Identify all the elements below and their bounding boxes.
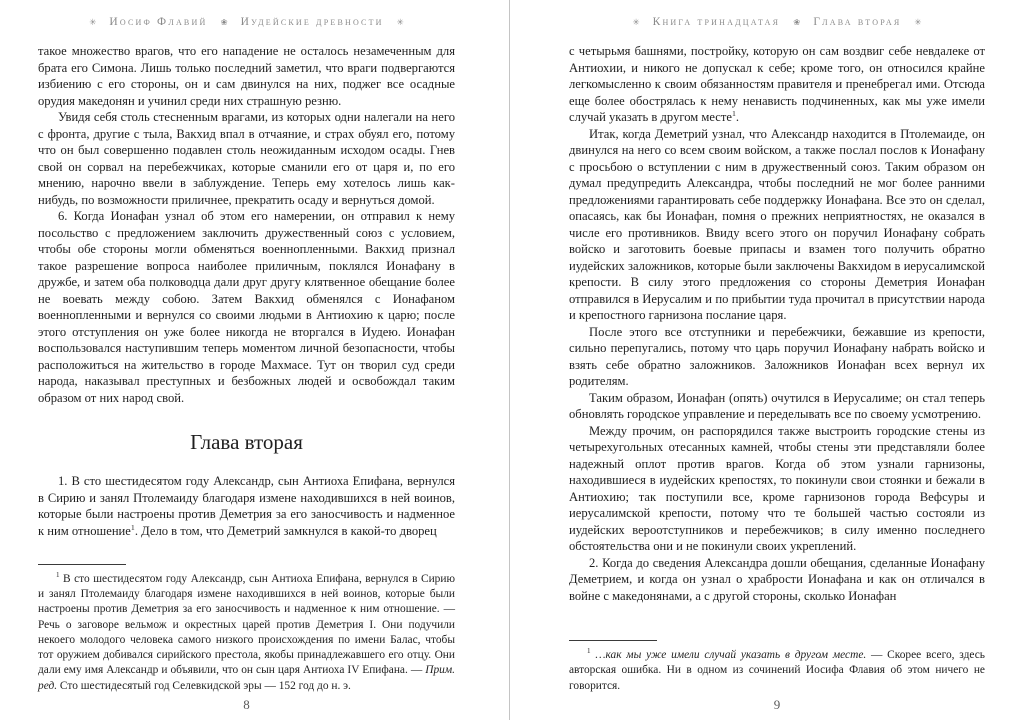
- text-run: …как мы уже имели случай указать в другом месте.: [595, 649, 867, 662]
- asterisk-ornament-icon: ✳: [632, 16, 640, 27]
- footnote-marker: 1: [587, 647, 591, 656]
- paragraph: [38, 109, 455, 208]
- text-run: 6. Когда Ионафан узнал об этом его намерении, он отправил к нему посольство с предложением заключить дружественный союз с условием, чтобы обе стороны могли обменяться военнопленными. Вакхид признал такое разрешение вопроса наиболее приличным, поклялся Ионафану в дружбе, и затем оба полководца дали друг другу клятвенное обещание более не воевать между собою. Затем Вакхид обменялся с Ионафаном военнопленными и вернулся со своими людьми в Антиохию к царю; после этого отступления он уже более никогда не вторгался в Иудею. Ионафан воспользовался наступившим теперь моментом личной безопасности, чтобы расположиться на жительство в городе Махмасе. Тут он творил суд среди народа, наказывал преступных и безбожных людей и освобождал таким образом от них народ свой.: [38, 209, 455, 405]
- footnote-marker: 1: [130, 522, 135, 532]
- paragraph: [38, 43, 455, 109]
- right-page-content: [569, 43, 985, 631]
- text-run: Увидя себя столь стесненным врагами, из которых одни налегали на него с фронта, другие с тыла, Вакхид впал в отчаяние, и страх обуял его, потому что он был совершенно подавлен столь неожиданным исходом осады. Гнев свой он сорвал на перебежчиках, которые сманили его от царя и, по его мнению, нарочно ввели в заблуждение. Теперь ему хотелось лишь как-нибудь, по возможности приличнее, прекратить осаду и вернуться домой.: [38, 110, 455, 207]
- text-run: . Дело в том, что Деметрий замкнулся в какой-то дворец: [134, 523, 437, 538]
- right-page-number: 9: [773, 697, 781, 712]
- right-footnote-block: [569, 631, 985, 694]
- footnote-marker: 1: [731, 108, 736, 118]
- paragraph: [38, 572, 455, 694]
- left-footnote-text: [38, 572, 455, 694]
- paragraph: [569, 423, 985, 555]
- right-footnote-text: [569, 648, 985, 694]
- text-run: 1. В сто шестидесятом году Александр, сын Антиоха Епифана, вернулся в Сирию и занял Птолемаиду благодаря измене находившихся в ней воинов, которые были настроены против Деметрия за его заносчивость и надменное к ним отношение: [38, 474, 455, 538]
- text-run: Итак, когда Деметрий узнал, что Александр находится в Птолемаиде, он двинулся на него со всем своим войском, а также послал послов к Ионафану с просьбою о вступлении с ним в дружественный союз. Таким образом он думал предупредить Александра, чтобы последний не мог более ранними предложениями гарантировать себе поддержку Ионафана. Все это он сделал, опасаясь, как бы Ионафан, помня о прежних неприятностях, не оказался в числе его противников. Ввиду всего этого он поручил Ионафану собрать войско и заготовить боевые припасы и взамен того получить обратно иудейских заложников, которые были заключены Вакхидом в иерусалимской крепости. В силу этого предложения со стороны Деметрия Ионафан отправился в Иерусалим и по прибытии туда прочитал в присутствии народа и крепостного гарнизона послание царя.: [569, 126, 985, 322]
- running-header-title: Книга тринадцатая: [652, 16, 781, 28]
- text-run: .: [735, 110, 740, 124]
- asterisk-ornament-icon: ✳: [396, 16, 404, 27]
- footnote-rule: [569, 640, 657, 641]
- text-run: Прим. ред.: [38, 664, 455, 692]
- footnote-rule: [38, 564, 126, 565]
- paragraph: [569, 390, 985, 423]
- text-run: Сто шестидесятый год Селевкидской эры — 152 год до н. э.: [57, 679, 351, 692]
- right-page: [509, 0, 1018, 720]
- right-running-header: [569, 16, 985, 28]
- asterisk-ornament-icon: ✳: [89, 16, 97, 27]
- text-run: 2. Когда до сведения Александра дошли обещания, сделанные Ионафану Деметрием, и когда он узнал о храбрости Ионафана и как он отличался в войне с македонянами, а с другой стороны, сколько Ионафан: [569, 555, 985, 603]
- flower-ornament-icon: ❀: [220, 16, 228, 27]
- running-header-subtitle: Глава вторая: [813, 16, 902, 28]
- footnote-marker: 1: [56, 570, 60, 579]
- left-running-header: [38, 16, 455, 28]
- paragraph: [569, 555, 985, 605]
- text-run: такое множество врагов, что его нападение не осталось незамеченным для брата его Симона. Лишь только последний заметил, что враги подвергаются избиению с его стороны, он и сам двинулся на них, поджег все осадные орудия македонян и учинил среди них страшную резню.: [38, 44, 455, 108]
- text-run: В сто шестидесятом году Александр, сын Антиоха Епифана, вернулся в Сирию и занял Птолемаиду благодаря измене находившихся в ней воинов, которые были настроены против Деметрия за его заносчивость и надменное к ним отношение. — Речь о заговоре вельмож и окрестных царей против Деметрия I. Они подучили некоего молодого человека самого низкого происхождения по имени Балас, чтобы тот оружием добивался сирийского престола, якобы принадлежавшего его отцу. Они дали ему имя Александр и объявили, что он сын царя Антиоха IV Епифана. —: [38, 572, 455, 677]
- text-run: Между прочим, он распорядился также выстроить городские стены из четырехугольных отесанных камней, чтобы стены эти представляли более надежный оплот против врагов. Когда об этом узнали гарнизоны, находившиеся в иудейских крепостях, то покинули свои стоянки и бежали в Антиохию; так поступили все, кроме гарнизонов города Вефсуры и иерусалимской крепости, потому что те большей частью состояли из иудейских вероотступников и перебежчиков; в силу именно последнего обстоятельства они и не покинули своих укреплений.: [569, 423, 985, 553]
- text-run: Таким образом, Ионафан (опять) очутился в Иерусалиме; он стал теперь обновлять городское управление и переделывать все по своему усмотрению.: [569, 390, 985, 421]
- text-run: с четырьмя башнями, постройку, которую он сам воздвиг себе невдалеке от Антиохии, и никого не допускал к себе; кроме того, он относился крайне легкомысленно к своим обязанностям правителя и пренебрегал ими. Отсюда еще более обострялась к нему ненависть подчиненных, как мы уже имели случай указать в другом месте: [569, 44, 985, 124]
- text-run: — Скорее всего, здесь авторская ошибка. Ни в одном из сочинений Иосифа Флавия об этом ничего не говорится.: [569, 649, 985, 692]
- paragraph: [569, 126, 985, 324]
- paragraph: [569, 648, 985, 694]
- left-page-number: 8: [243, 697, 250, 712]
- paragraph: [38, 473, 455, 539]
- flower-ornament-icon: ❀: [793, 16, 801, 27]
- paragraph: [569, 324, 985, 390]
- paragraph: [38, 208, 455, 406]
- left-page-body: [38, 43, 455, 406]
- right-page-body: [569, 43, 985, 604]
- asterisk-ornament-icon: ✳: [914, 16, 922, 27]
- paragraph: [569, 43, 985, 126]
- left-page-chapter-body: [38, 473, 455, 539]
- running-header-subtitle: Иудейские древности: [240, 16, 384, 28]
- chapter-heading: Глава вторая: [190, 430, 303, 454]
- left-footnote-block: [38, 555, 455, 694]
- left-page-content: [38, 43, 455, 555]
- running-header-title: Иосиф Флавий: [109, 16, 208, 28]
- text-run: После этого все отступники и перебежчики, бежавшие из крепости, сильно перепугались, потому что царь поручил Ионафану набрать войско и взять себе обратно заложников. Заложников Ионафан всех вернул их родителям.: [569, 324, 985, 388]
